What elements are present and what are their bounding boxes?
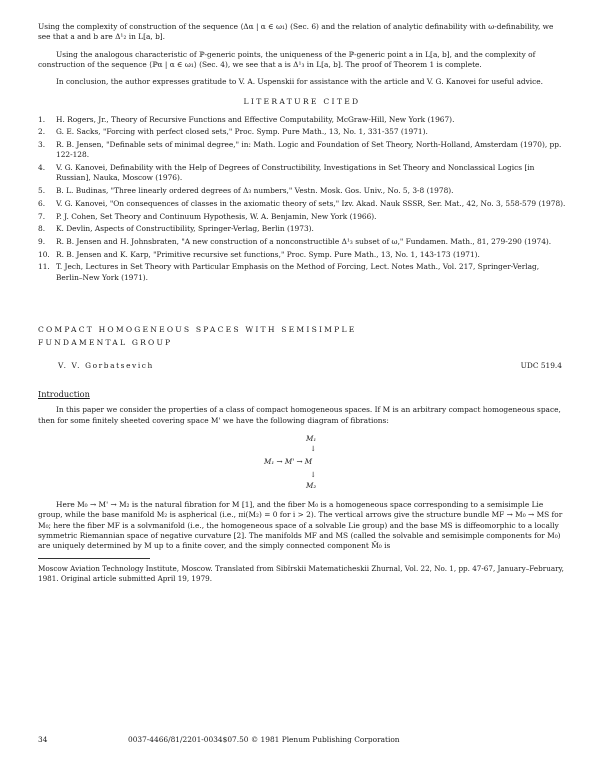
introduction-paragraph-2: Here M₀ → M' → M₂ is the natural fibration for M [1], and the fiber M₀ is a homogeneous space corresponding to a semisimple Lie group, while the base manifold M₂ is aspherical (i.e., πi(M₂) = 0 for i > 2). The vertical arrows give the structure bundle MF → M₀ → MS for M₀; here the fiber MF is a solvmanifold (i.e., the homogeneous space of a solvable Lie group) and the base MS is diffeomorphic to a locally symmetric Riemannian space of negative curvature [2]. The manifolds MF and MS (called the solvable and semisimple components for M₀) are uniquely determined by M up to a finite cover, and the simply connected component M̃₀ is (38, 500, 563, 551)
reference-item (38, 127, 566, 137)
author-row (38, 361, 566, 371)
reference-text: H. Rogers, Jr., Theory of Recursive Functions and Effective Computability, McGraw-Hill, New York (1967). (56, 114, 455, 124)
reference-item (38, 163, 566, 184)
article-title-line-1: COMPACT HOMOGENEOUS SPACES WITH SEMISIMPLE (38, 324, 357, 334)
reference-text: V. G. Kanovei, "On consequences of classes in the axiomatic theory of sets," Izv. Akad. Nauk SSSR, Ser. Mat., 42, No. 3, 558-579 (1978). (56, 198, 566, 208)
footnote: Moscow Aviation Technology Institute, Moscow. Translated from Sibïrskii Matematicheskii Zhurnal, Vol. 22, No. 1, pp. 47-67, January–February, 1981. Original article submitted April 19, 1979. (38, 563, 564, 583)
introduction-paragraph-1: In this paper we consider the properties of a class of compact homogeneous spaces. If M is an arbitrary compact homogeneous space, then for some finitely sheeted covering space M' we have the following diagram of fibrations: (38, 405, 561, 425)
reference-number: 10. (38, 249, 50, 259)
page-number: 34 (38, 735, 48, 744)
paragraph-acknowledgment: In conclusion, the author expresses gratitude to V. A. Uspenskii for assistance with the article and V. G. Kanovei for useful advice. (56, 77, 544, 87)
reference-item (38, 237, 566, 247)
literature-cited-heading: LITERATURE CITED (243, 97, 361, 107)
reference-list (38, 115, 566, 283)
reference-number: 1. (38, 114, 46, 124)
paragraph-proof-end-2: Using the analogous characteristic of ℙ-generic points, the uniqueness of the ℙ-generic point a in L[a, b], and the complexity of construction of the sequence ⟨ℙα | α ∈ ω₁⟩ (Sec. 4), we see that a is Δ¹₃ in L[a, b]. The proof of Theorem 1 is complete. (38, 49, 536, 69)
copyright-line: 0037-4466/81/2201-0034$07.50 © 1981 Plenum Publishing Corporation (128, 735, 400, 744)
paragraph-proof-end-1: Using the complexity of construction of the sequence ⟨Δα | α ∈ ω₁⟩ (Sec. 6) and the relation of analytic definability with ω-definability, we see that a and b are Δ¹₂ in L[a, b]. (38, 22, 554, 42)
introduction-heading: Introduction (38, 389, 90, 400)
reference-number: 3. (38, 140, 46, 150)
reference-number: 7. (38, 211, 46, 221)
reference-number: 8. (38, 224, 46, 234)
reference-text: K. Devlin, Aspects of Constructibility, Springer-Verlag, Berlin (1973). (56, 224, 314, 234)
diagram-top-node: M₁ (306, 434, 317, 444)
diagram-middle-row: M₁ → M' → M (264, 457, 313, 467)
reference-text: T. Jech, Lectures in Set Theory with Particular Emphasis on the Method of Forcing, Lect. Notes Math., Vol. 217, Springer-Verlag, Berlin–New York (1971). (56, 262, 540, 282)
reference-item (38, 115, 566, 125)
reference-item (38, 224, 566, 234)
diagram-arrow-down-top: ↓ (310, 444, 317, 454)
reference-number: 2. (38, 127, 46, 137)
reference-text: B. L. Budinas, "Three linearly ordered degrees of Δ₃ numbers," Vestn. Mosk. Gos. Univ., No. 5, 3-8 (1978). (56, 186, 454, 196)
reference-text: R. B. Jensen, "Definable sets of minimal degree," in: Math. Logic and Foundation of Set Theory, North-Holland, Amsterdam (1970), pp. 122-128. (56, 140, 562, 160)
reference-text: P. J. Cohen, Set Theory and Continuum Hypothesis, W. A. Benjamin, New York (1966). (56, 211, 377, 221)
reference-item (38, 262, 566, 283)
author-name: V. V. Gorbatsevich (58, 360, 154, 370)
reference-number: 5. (38, 186, 46, 196)
reference-text: G. E. Sacks, "Forcing with perfect closed sets," Proc. Symp. Pure Math., 13, No. 1, 331-357 (1971). (56, 127, 428, 137)
reference-number: 4. (38, 163, 46, 173)
reference-item (38, 250, 566, 260)
footnote-divider (38, 558, 150, 559)
reference-item (38, 140, 566, 161)
reference-item (38, 186, 566, 196)
article-title (38, 323, 566, 349)
page-content (38, 22, 566, 584)
reference-item (38, 199, 566, 209)
reference-number: 11. (38, 262, 50, 272)
reference-item (38, 212, 566, 222)
article-title-line-2: FUNDAMENTAL GROUP (38, 337, 173, 347)
reference-number: 6. (38, 198, 46, 208)
diagram-arrow-down-bottom: ↓ (310, 470, 317, 480)
fibration-diagram (38, 430, 566, 500)
reference-number: 9. (38, 236, 46, 246)
reference-text: R. B. Jensen and K. Karp, "Primitive recursive set functions," Proc. Symp. Pure Math., 13, No. 1, 143-173 (1971). (56, 249, 480, 259)
udc-code: UDC 519.4 (520, 360, 562, 370)
reference-text: R. B. Jensen and H. Johnsbraten, "A new construction of a nonconstructible Δ¹₃ subset of ω," Fundamen. Math., 81, 279-290 (1974). (56, 236, 552, 246)
diagram-bottom-node: M₂ (306, 481, 317, 491)
reference-text: V. G. Kanovei, Definability with the Help of Degrees of Constructibility, Investigations in Set Theory and Nonclassical Logics [in Russian], Nauka, Moscow (1976). (56, 163, 535, 183)
